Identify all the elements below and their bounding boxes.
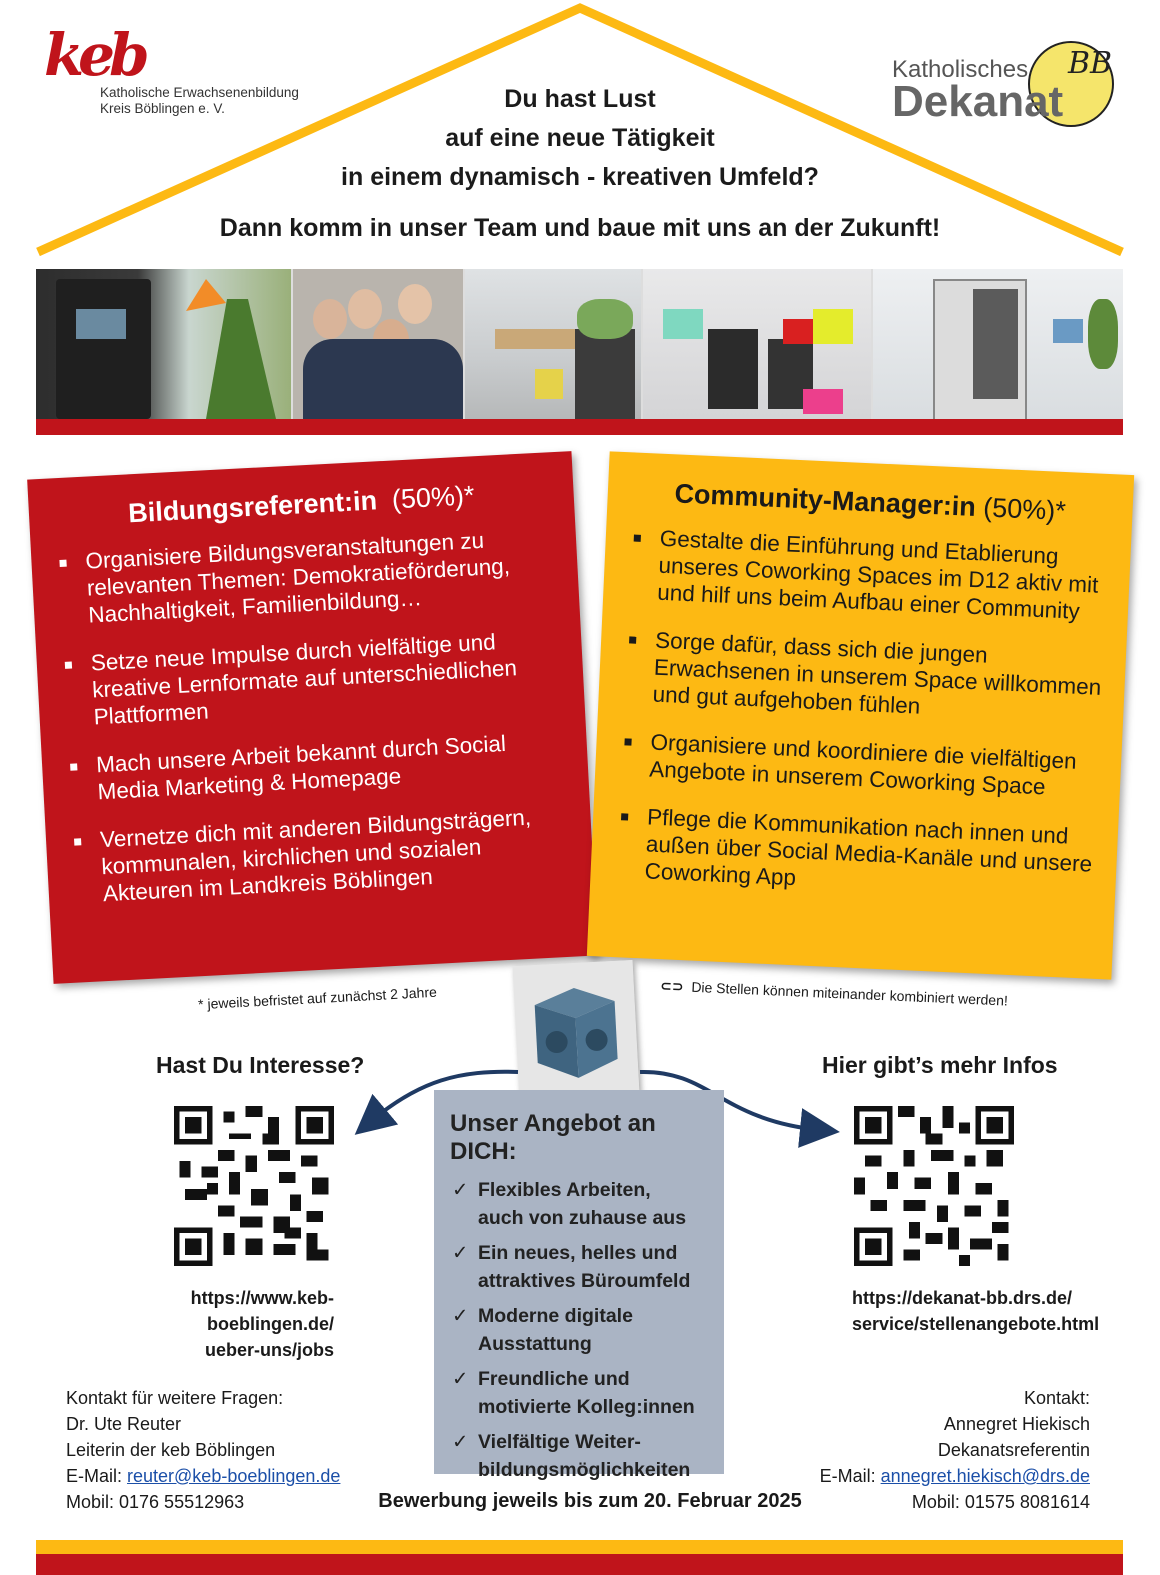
offer-item — [452, 1365, 724, 1421]
keb-line2: Kreis Böblingen e. V. — [100, 101, 225, 116]
check-icon: ✓ — [452, 1305, 469, 1327]
url-dekanat-line1[interactable]: https://dekanat-bb.drs.de/ — [852, 1288, 1073, 1308]
offer-item — [452, 1239, 724, 1295]
check-icon: ✓ — [452, 1368, 469, 1390]
note-limited-term: * jeweils befristet auf zunächst 2 Jahre — [197, 983, 438, 1013]
url-keb-line1[interactable]: https://www.keb-boeblingen.de/ — [190, 1288, 334, 1334]
offer-item-line: auch von zuhause aus — [478, 1207, 687, 1229]
role-card-bildungsreferent — [27, 451, 598, 984]
contact-right-mail-row — [780, 1463, 1090, 1489]
role-item: Organisiere Bildungsveranstaltungen zu relevanten Themen: Demokratieförderung, Nachhaltigkeit, Familienbildung… — [55, 523, 560, 630]
photo-office-space — [873, 269, 1123, 419]
qr-code-dekanat[interactable] — [854, 1106, 1014, 1266]
contact-right-role: Dekanatsreferentin — [937, 1440, 1090, 1460]
role-title-left-name: Bildungsreferent:in — [127, 485, 378, 529]
role-item: Mach unsere Arbeit bekannt durch Social Media Marketing & Homepage — [66, 727, 569, 807]
note-combinable-text: Die Stellen können miteinander kombiniert werden! — [691, 978, 1009, 1009]
role-title-right-pct: (50%)* — [982, 492, 1067, 527]
role-item: Setze neue Impulse durch vielfältige und kreative Lernformate auf unterschiedlichen Plattformen — [60, 625, 565, 732]
contact-right-mail-link[interactable]: annegret.hiekisch@drs.de — [880, 1466, 1090, 1486]
dekanat-badge: BB — [1068, 46, 1113, 81]
headline-line3: in einem dynamisch - kreativen Umfeld? — [341, 163, 819, 191]
url-keb-line2[interactable]: ueber-uns/jobs — [204, 1340, 334, 1360]
role-title-right — [607, 451, 1134, 528]
photo-team — [293, 269, 463, 419]
photo-coffee-machine — [36, 269, 291, 419]
contact-left-mail-row — [66, 1463, 340, 1489]
offer-item-line: Flexibles Arbeiten, — [478, 1179, 651, 1201]
offer-item-line: Moderne digitale — [478, 1305, 633, 1327]
subline: Dann komm in unser Team und baue mit uns an der Zukunft! — [219, 214, 941, 242]
link-icon: ⊂⊃ — [659, 977, 684, 995]
role-title-left — [27, 451, 574, 532]
role-item: Pflege die Kommunikation nach innen und außen über Social Media-Kanäle und unsere Coworking App — [614, 802, 1098, 905]
offer-item-line: attraktives Büroumfeld — [478, 1270, 691, 1292]
role-item: Vernetze dich mit anderen Bildungsträgern, kommunalen, kirchlichen und sozialen Akteuren im Landkreis Böblingen — [69, 802, 574, 909]
offer-item-line: motivierte Kolleg:innen — [478, 1396, 695, 1418]
contact-left-role: Leiterin der keb Böblingen — [66, 1440, 276, 1460]
headline — [230, 80, 930, 197]
role-title-left-pct: (50%)* — [391, 480, 476, 515]
offer-item-line: Ausstattung — [478, 1333, 592, 1355]
contact-left-phone: Mobil: 0176 55512963 — [66, 1492, 245, 1512]
keb-logo — [44, 21, 144, 89]
contact-left-heading: Kontakt für weitere Fragen: — [66, 1388, 284, 1408]
moreinfo-title: Hier gibt’s mehr Infos — [822, 1052, 1058, 1078]
offer-item — [452, 1302, 724, 1358]
role-list-left — [31, 522, 594, 910]
url-keb-jobs[interactable] — [66, 1285, 334, 1363]
dekanat-big: Dekanat — [892, 77, 1064, 126]
role-card-community-manager — [587, 451, 1134, 979]
contact-left-mail-label: E-Mail: — [66, 1466, 128, 1486]
keb-logo-mark: keb — [44, 21, 144, 89]
contact-right-heading: Kontakt: — [1023, 1388, 1090, 1408]
qr-code-keb[interactable] — [174, 1106, 334, 1266]
check-icon: ✓ — [452, 1431, 469, 1453]
footer-red-bar — [36, 1554, 1123, 1575]
role-item: Gestalte die Einführung und Etablierung unseres Coworking Spaces im D12 aktiv mit und hilf uns beim Aufbau einer Community — [627, 523, 1111, 626]
offer-item-line: Ein neues, helles und — [478, 1242, 678, 1264]
role-list-right — [590, 522, 1131, 905]
photo-strip — [36, 269, 1123, 419]
offer-title: Unser Angebot an DICH: — [450, 1110, 656, 1165]
deadline: Bewerbung jeweils bis zum 20. Februar 2025 — [378, 1490, 802, 1512]
contact-right-phone: Mobil: 01575 8081614 — [911, 1492, 1090, 1512]
keb-line1: Katholische Erwachsenenbildung — [100, 85, 299, 100]
headline-line2: auf eine neue Tätigkeit — [445, 124, 715, 152]
offer-item-line: bildungsmöglichkeiten — [478, 1459, 691, 1481]
role-title-right-name: Community-Manager:in — [673, 478, 977, 523]
contact-left-name: Dr. Ute Reuter — [66, 1414, 182, 1434]
url-dekanat-line2[interactable]: service/stellenangebote.html — [852, 1314, 1100, 1334]
offer-list — [434, 1176, 724, 1484]
dekanat-small: Katholisches — [892, 56, 1029, 83]
photo-furniture — [465, 269, 641, 419]
photo-strip-underline — [36, 419, 1123, 435]
url-dekanat-jobs[interactable] — [852, 1285, 1099, 1337]
offer-item-line: Vielfältige Weiter- — [478, 1431, 641, 1453]
offer-item — [452, 1428, 724, 1484]
contact-right-mail-label: E-Mail: — [819, 1466, 881, 1486]
offer-item-line: Freundliche und — [478, 1368, 630, 1390]
headline-line1: Du hast Lust — [504, 85, 656, 113]
offer-box — [434, 1090, 724, 1481]
footer-yellow-bar — [36, 1540, 1123, 1554]
contact-right-name: Annegret Hiekisch — [943, 1414, 1090, 1434]
photo-colorful-boxes — [643, 269, 871, 419]
note-combinable — [660, 977, 1008, 1009]
role-item: Organisiere und koordiniere die vielfältigen Angebote in unserem Coworking Space — [619, 727, 1102, 803]
contact-left-mail-link[interactable]: reuter@keb-boeblingen.de — [127, 1466, 341, 1486]
check-icon: ✓ — [452, 1242, 469, 1264]
check-icon: ✓ — [452, 1179, 469, 1201]
interest-title: Hast Du Interesse? — [156, 1052, 365, 1078]
role-item: Sorge dafür, dass sich die jungen Erwachsenen in unserem Space willkommen und gut aufgehoben fühlen — [622, 625, 1106, 728]
offer-item — [452, 1176, 724, 1232]
